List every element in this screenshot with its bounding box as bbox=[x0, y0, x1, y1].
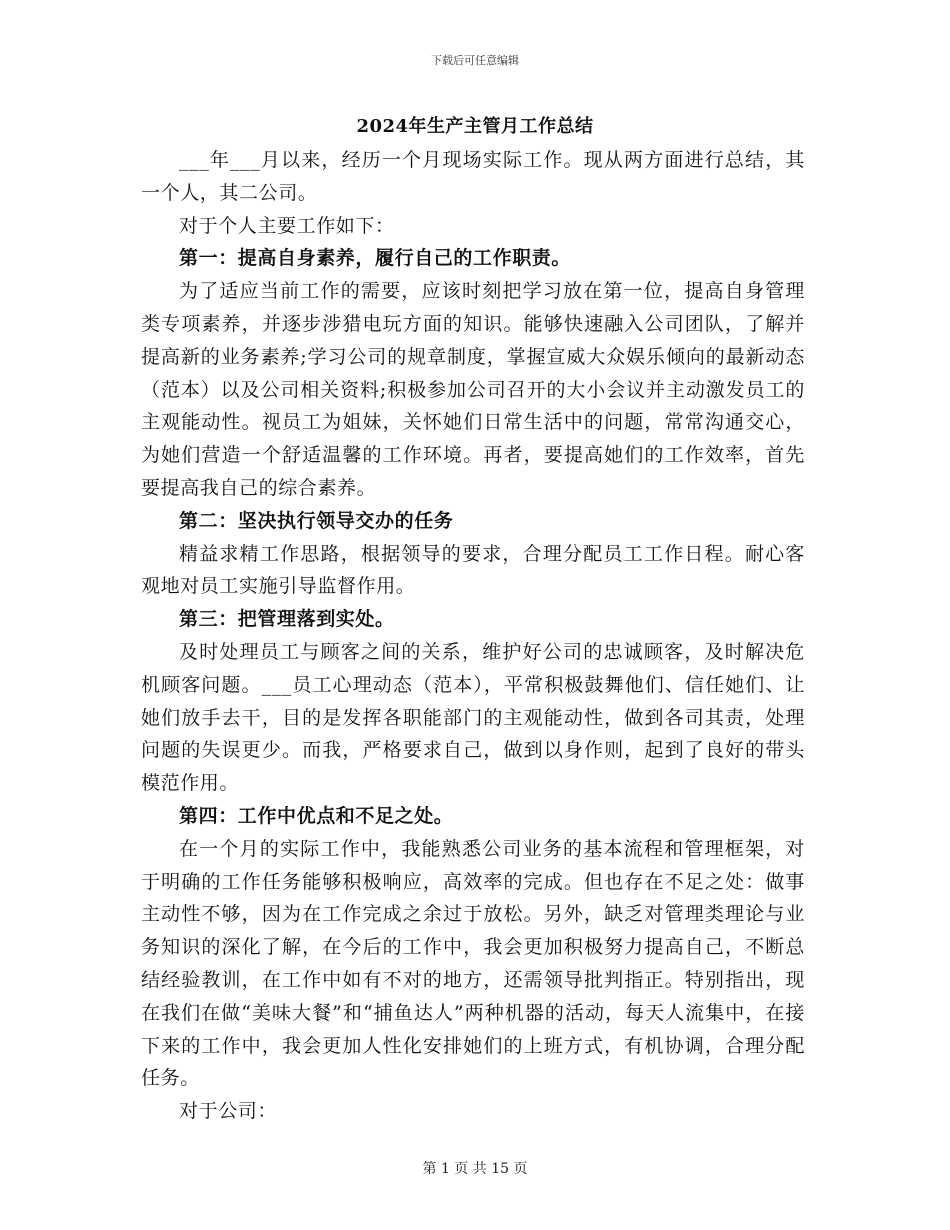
paragraph-company-lead: 对于公司： bbox=[179, 1100, 278, 1123]
document-title: 2024年生产主管月工作总结 bbox=[356, 116, 594, 137]
paragraph-personal-lead: 对于个人主要工作如下： bbox=[179, 214, 395, 237]
page-footer: 第 1 页 共 15 页 bbox=[422, 1161, 528, 1177]
header-note: 下载后可任意编辑 bbox=[431, 54, 519, 67]
document-body bbox=[141, 144, 805, 1128]
paragraph-second-body: 精益求精工作思路，根据领导的要求，合理分配员工工作日程。耐心客观地对员工实施引导监督作用。 bbox=[141, 542, 805, 598]
heading-second: 第二：坚决执行领导交办的任务 bbox=[179, 509, 454, 532]
paragraph-intro: ___年___月以来，经历一个月现场实际工作。现从两方面进行总结，其一个人，其二公司。 bbox=[141, 149, 805, 204]
paragraph-first-body: 为了适应当前工作的需要，应该时刻把学习放在第一位，提高自身管理类专项素养，并逐步涉猎电玩方面的知识。能够快速融入公司团队，了解并提高新的业务素养;学习公司的规章制度，掌握宣威大众娱乐倾向的最新动态（范本）以及公司相关资料;积极参加公司召开的大小会议并主动激发员工的主观能动性。视员工为姐妹，关怀她们日常生活中的问题，常常沟通交心，为她们营造一个舒适温馨的工作环境。再者，要提高她们的工作效率，首先要提高我自己的综合素养。 bbox=[141, 280, 805, 499]
heading-first: 第一：提高自身素养，履行自己的工作职责。 bbox=[179, 247, 572, 270]
heading-fourth: 第四：工作中优点和不足之处。 bbox=[179, 804, 454, 827]
paragraph-fourth-body: 在一个月的实际工作中，我能熟悉公司业务的基本流程和管理框架，对于明确的工作任务能够积极响应，高效率的完成。但也存在不足之处：做事主动性不够，因为在工作完成之余过于放松。另外，缺乏对管理类理论与业务知识的深化了解，在今后的工作中，我会更加积极努力提高自己，不断总结经验教训，在工作中如有不对的地方，还需领导批判指正。特别指出，现在我们在做“美味大餐”和“捕鱼达人”两种机器的活动，每天人流集中，在接下来的工作中，我会更加人性化安排她们的上班方式，有机协调，合理分配任务。 bbox=[141, 837, 805, 1090]
paragraph-third-body: 及时处理员工与顾客之间的关系，维护好公司的忠诚顾客，及时解决危机顾客问题。___员工心理动态（范本），平常积极鼓舞他们、信任她们、让她们放手去干，目的是发挥各职能部门的主观能动性，做到各司其责，处理问题的失误更少。而我，严格要求自己，做到以身作则，起到了良好的带头模范作用。 bbox=[141, 640, 805, 795]
heading-third: 第三：把管理落到实处。 bbox=[179, 608, 395, 631]
